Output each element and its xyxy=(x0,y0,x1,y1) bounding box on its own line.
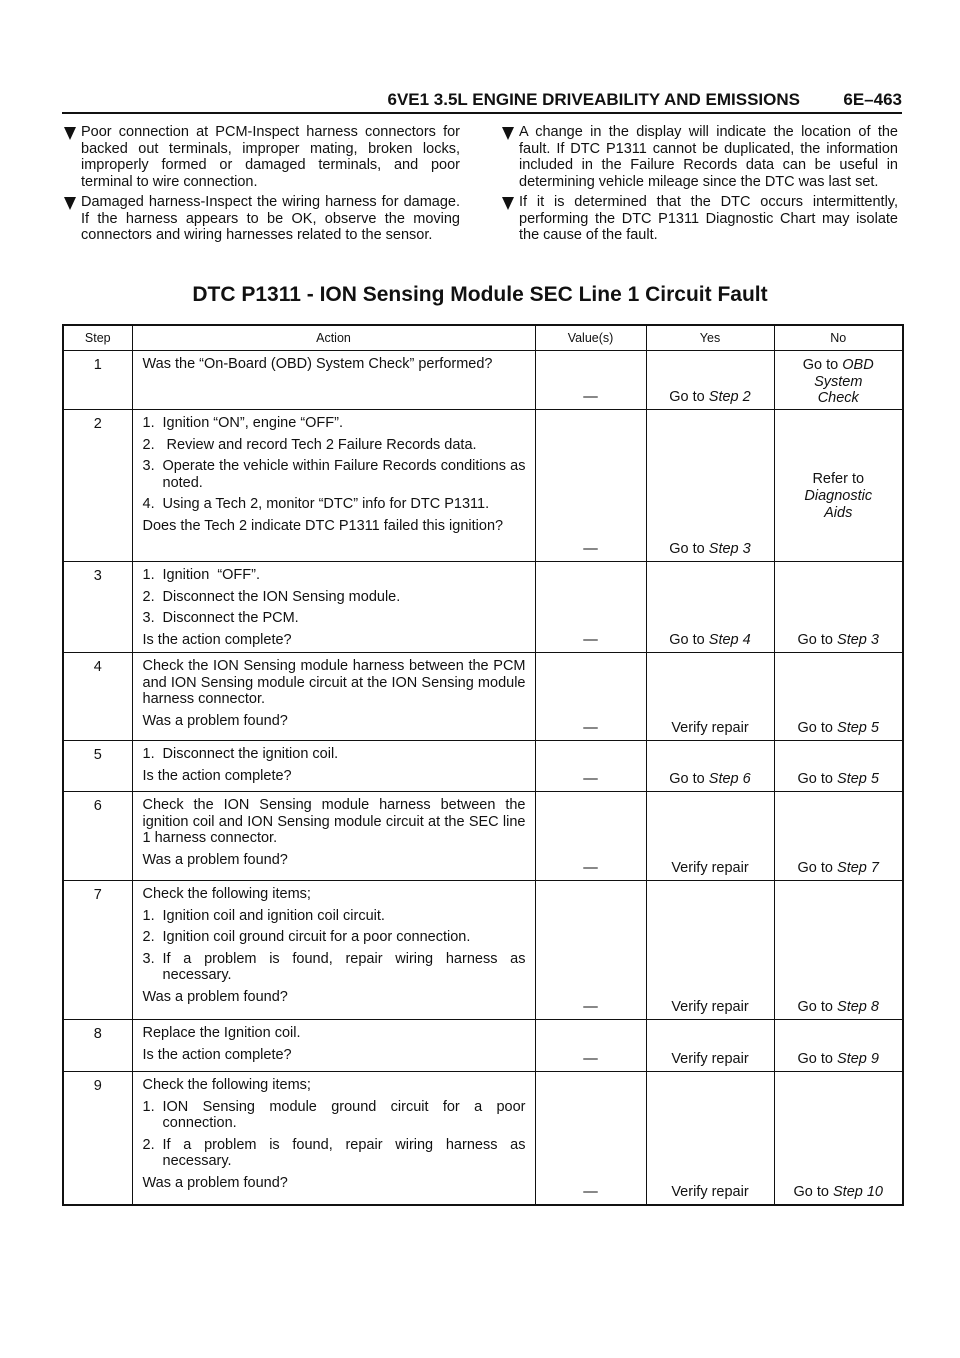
table-row xyxy=(63,741,903,792)
no-cell: Go to Step 10 xyxy=(774,1072,903,1205)
step-number: 4 xyxy=(63,653,132,741)
table-row xyxy=(63,1072,903,1205)
intro-bullets-left xyxy=(62,124,460,248)
step-number: 8 xyxy=(63,1020,132,1072)
action-question: Is the action complete? xyxy=(142,631,292,648)
step-number: 3 xyxy=(63,562,132,653)
no-link: Aids xyxy=(824,505,853,521)
bullet-triangle-icon xyxy=(502,127,514,140)
yes-cell: Go to Step 6 xyxy=(646,741,774,792)
value-cell: — xyxy=(535,1072,646,1205)
no-link: Diagnostic xyxy=(804,488,873,504)
bullet-triangle-icon xyxy=(502,197,514,210)
step-number: 1 xyxy=(63,351,132,410)
action-cell xyxy=(132,792,535,881)
table-row xyxy=(63,562,903,653)
action-question: Does the Tech 2 indicate DTC P1311 failed this ignition? xyxy=(142,517,504,534)
bullet-text: Poor connection at PCM-Inspect harness connectors for backed out terminals, improper mating, broken locks, improperly formed or damaged terminals, and poor terminal to wire connection. xyxy=(81,124,460,190)
action-cell xyxy=(132,562,535,653)
action-item: 3. If a problem is found, repair wiring harness as necessary. xyxy=(142,950,526,983)
step-number: 2 xyxy=(63,410,132,562)
no-cell: Go to Step 5 xyxy=(774,741,903,792)
yes-step-link: Step 4 xyxy=(708,632,751,648)
no-step-link: Step 3 xyxy=(837,632,879,648)
no-cell: Go to Step 7 xyxy=(774,792,903,881)
action-cell xyxy=(132,881,535,1020)
action-item: 4. Using a Tech 2, monitor “DTC” info for DTC P1311. xyxy=(142,496,490,512)
header-step: Step xyxy=(63,325,132,351)
value-cell: — xyxy=(535,653,646,741)
action-text: Check the ION Sensing module harness between the ignition coil and ION Sensing module circuit at the SEC line 1 harness connector. xyxy=(142,797,526,846)
no-link: Check xyxy=(817,390,859,406)
table-row xyxy=(63,653,903,741)
action-text: Check the following items; xyxy=(142,1077,311,1093)
no-cell: Go to Step 9 xyxy=(774,1020,903,1072)
diagnostic-table xyxy=(62,324,904,1206)
step-number: 9 xyxy=(63,1072,132,1205)
action-item: 1. Ignition “OFF”. xyxy=(142,567,260,583)
header-no: No xyxy=(774,325,903,351)
action-cell xyxy=(132,351,535,410)
value-cell: — xyxy=(535,562,646,653)
header-action: Action xyxy=(132,325,535,351)
action-question: Was a problem found? xyxy=(142,988,288,1005)
value-cell: — xyxy=(535,410,646,562)
action-item: 1. Ignition “ON”, engine “OFF”. xyxy=(142,415,343,431)
step-number: 5 xyxy=(63,741,132,792)
bullet-item xyxy=(62,124,460,190)
action-item: 2. Review and record Tech 2 Failure Records data. xyxy=(142,436,477,453)
yes-cell: Go to Step 3 xyxy=(646,410,774,562)
bullet-text: If it is determined that the DTC occurs intermittently, performing the DTC P1311 Diagnostic Chart may isolate the cause of the fault. xyxy=(519,194,898,243)
value-cell: — xyxy=(535,741,646,792)
table-row xyxy=(63,1020,903,1072)
step-number: 6 xyxy=(63,792,132,881)
action-question: Is the action complete? xyxy=(142,767,292,784)
yes-cell: Go to Step 4 xyxy=(646,562,774,653)
no-cell: Refer to Diagnostic Aids xyxy=(774,410,903,562)
step-number: 7 xyxy=(63,881,132,1020)
bullet-triangle-icon xyxy=(64,197,76,210)
action-cell xyxy=(132,653,535,741)
go-to-text: Go to xyxy=(802,357,839,373)
action-cell xyxy=(132,410,535,562)
yes-cell: Verify repair xyxy=(646,881,774,1020)
yes-step-link: Step 2 xyxy=(708,389,751,405)
value-cell: — xyxy=(535,881,646,1020)
table-header-row xyxy=(63,325,903,351)
page-header xyxy=(62,88,902,114)
no-step-link: Step 9 xyxy=(837,1051,879,1067)
action-text: Check the ION Sensing module harness between the PCM and ION Sensing module circuit at the ION Sensing module harness connector. xyxy=(142,658,526,707)
page-number: 6E–463 xyxy=(843,90,902,109)
action-question: Was the “On-Board (OBD) System Check” performed? xyxy=(142,356,493,372)
action-item: 1. Disconnect the ignition coil. xyxy=(142,746,339,762)
bullet-text: Damaged harness-Inspect the wiring harness for damage. If the harness appears to be OK, observe the moving connectors and wiring harnesses related to the sensor. xyxy=(81,194,460,243)
yes-cell: Verify repair xyxy=(646,792,774,881)
action-question: Was a problem found? xyxy=(142,851,288,868)
go-to-text: Go to xyxy=(669,389,705,405)
action-item: 3. Operate the vehicle within Failure Records conditions as noted. xyxy=(142,458,526,491)
table-row xyxy=(63,881,903,1020)
bullet-triangle-icon xyxy=(64,127,76,140)
no-step-link: Step 10 xyxy=(833,1183,883,1200)
no-cell: Go to Step 8 xyxy=(774,881,903,1020)
table-row xyxy=(63,410,903,562)
action-item: 1. Ignition coil and ignition coil circuit. xyxy=(142,907,385,924)
yes-step-link: Step 3 xyxy=(708,541,751,557)
action-item: 2. Ignition coil ground circuit for a poor connection. xyxy=(142,929,471,945)
action-cell xyxy=(132,741,535,792)
yes-step-link: Step 6 xyxy=(708,771,751,787)
bullet-item xyxy=(500,194,898,244)
document-title: DTC P1311 - ION Sensing Module SEC Line 1 Circuit Fault xyxy=(192,283,768,306)
action-item: 3. Disconnect the PCM. xyxy=(142,610,299,626)
bullet-item xyxy=(62,194,460,244)
no-cell: Go to Step 3 xyxy=(774,562,903,653)
no-cell: Go to Step 5 xyxy=(774,653,903,741)
action-item: 2. Disconnect the ION Sensing module. xyxy=(142,588,401,605)
no-link: OBD xyxy=(842,357,874,373)
action-cell xyxy=(132,1072,535,1205)
header-values: Value(s) xyxy=(535,325,646,351)
no-step-link: Step 5 xyxy=(837,720,879,736)
table-row xyxy=(63,351,903,410)
action-text: Replace the Ignition coil. xyxy=(142,1025,301,1041)
no-step-link: Step 8 xyxy=(837,999,879,1015)
yes-cell xyxy=(646,351,774,410)
yes-cell: Verify repair xyxy=(646,653,774,741)
action-question: Was a problem found? xyxy=(142,1174,288,1191)
bullet-text: A change in the display will indicate the location of the fault. If DTC P1311 cannot be duplicated, the information included in the Failure Records data can be useful in determining vehicle mileage since the DTC was last set. xyxy=(519,124,898,190)
table-row xyxy=(63,792,903,881)
yes-cell: Verify repair xyxy=(646,1020,774,1072)
bullet-item xyxy=(500,124,898,190)
action-cell xyxy=(132,1020,535,1072)
value-cell: — xyxy=(535,1020,646,1072)
action-question: Was a problem found? xyxy=(142,712,288,729)
header-yes: Yes xyxy=(646,325,774,351)
no-cell xyxy=(774,351,903,410)
no-step-link: Step 5 xyxy=(837,771,879,787)
action-item: 1. ION Sensing module ground circuit for a poor connection. xyxy=(142,1098,526,1131)
yes-cell: Verify repair xyxy=(646,1072,774,1205)
header-title: 6VE1 3.5L ENGINE DRIVEABILITY AND EMISSIONS xyxy=(387,90,800,109)
action-text: Check the following items; xyxy=(142,886,311,902)
action-question: Is the action complete? xyxy=(142,1046,292,1063)
no-link: System xyxy=(814,373,863,390)
value-cell: — xyxy=(535,792,646,881)
value-cell: — xyxy=(535,351,646,410)
action-item: 2. If a problem is found, repair wiring harness as necessary. xyxy=(142,1136,526,1169)
no-step-link: Step 7 xyxy=(837,860,879,876)
intro-bullets-right xyxy=(500,124,898,248)
